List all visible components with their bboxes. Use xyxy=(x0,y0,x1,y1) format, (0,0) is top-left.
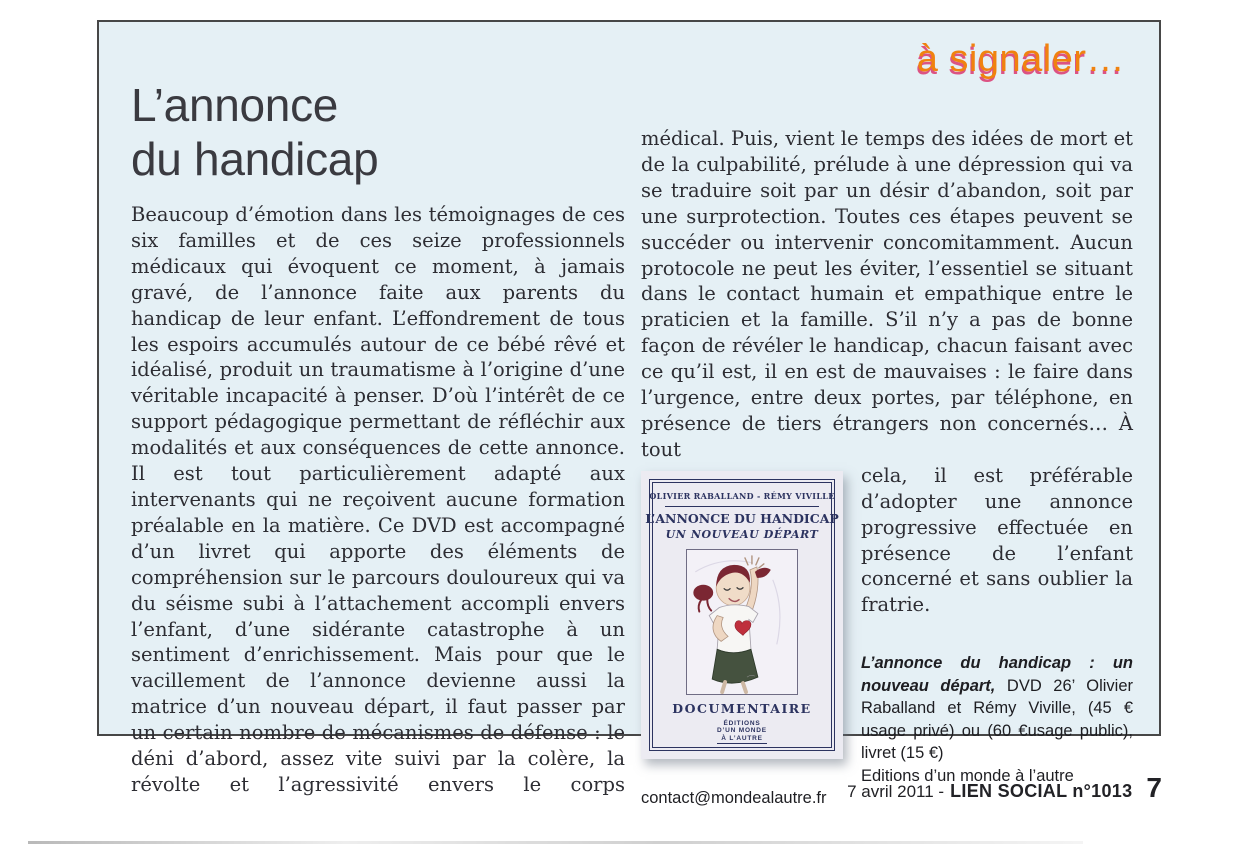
footer-page-number: 7 xyxy=(1146,772,1162,803)
girl-drawing-illustration xyxy=(687,550,797,694)
article-column-left xyxy=(131,202,625,798)
article-title xyxy=(131,78,378,186)
dvd-cover-rule xyxy=(665,506,818,507)
article-title-line1: L’annonce xyxy=(131,79,339,131)
dvd-cover-title: L’ANNONCE DU HANDICAP xyxy=(645,510,839,526)
publisher-logo-line3: À L’AUTRE xyxy=(717,735,767,745)
dvd-caption-contact: contact@mondealautre.fr xyxy=(641,789,827,808)
footer-date: 7 avril 2011 - xyxy=(847,782,945,801)
publisher-logo-line1: ÉDITIONS xyxy=(723,719,761,727)
page-footer xyxy=(847,772,1162,804)
article-paragraph-right: médical. Puis, vient le temps des idées de mort et de la culpabilité, prélude à une dépression qui va se traduire soit par un désir d’abandon, soit par une surprotection. Toutes ces étapes peuvent se succéder ou intervenir concomitamment. Aucun protocole ne peut les éviter, l’essentiel se situant dans le contact humain et empathique entre le praticien et la famille. S’il n’y a pas de bonne façon de révéler le handicap, chacun faisant avec ce qu’il est, il en est de mauvaises : le faire dans l’urgence, entre deux portes, par téléphone, en présence de tiers étrangers non concernés… À tout xyxy=(641,127,1133,461)
article-title-line2: du handicap xyxy=(131,133,379,185)
dvd-caption-title: L’annonce du handicap : un nouveau départ, xyxy=(861,654,1133,695)
dvd-cover-image xyxy=(641,471,843,759)
dvd-caption-details: DVD 26’ Olivier Raballand et Rémy Viville, (45 € usage privé) ou (60 €usage public), livret (15 €) xyxy=(861,676,1133,763)
publisher-logo xyxy=(717,720,767,745)
footer-magazine-issue: LIEN SOCIAL n°1013 xyxy=(950,781,1133,801)
article-paragraph-left: Beaucoup d’émotion dans les témoignages de ces six familles et de ces seize professionnels médicaux qui évoquent ce moment, à jamais gravé, de l’annonce faite aux parents du handicap de leur enfant. L’effondrement de tous les espoirs accumulés autour de ce bébé rêvé et idéalisé, produit un traumatisme à l’origine d’une véritable incapacité à penser. D’où l’intérêt de ce support pédagogique permettant de réfléchir aux modalités et aux conséquences de cette annonce. Il est tout particulièrement adapté aux intervenants qui ne reçoivent aucune formation préalable en la matière. Ce DVD est accompagné d’un livret qui apporte des éléments de compréhension sur le parcours douloureux qui va du séisme subi à l’attachement accompli envers l’enfant, d’une sidérante catastrophe à un sentiment d’enrichissement. Mais pour que le vacillement de l’annonce devienne aussi la matrice d’un nouveau départ, il faut passer par un certain nombre de mécanismes de défense : le déni d’abord, assez vite suivi par la colère, la révolte et l’agressivité envers le corps xyxy=(131,203,625,796)
scan-edge-artifact xyxy=(28,841,1083,844)
dvd-cover-frame xyxy=(645,479,839,751)
publisher-logo-line2: D’UN MONDE xyxy=(717,727,767,735)
dvd-cover-genre: DOCUMENTAIRE xyxy=(672,700,812,716)
article-paragraph-wrap: cela, il est préférable d’adopter une annonce progressive effectuée en présence de l’enfant concerné et sans oublier la fratrie. xyxy=(861,463,1133,617)
article-column-right xyxy=(641,126,1133,810)
dvd-caption-publisher: Editions d’un monde à l’autre xyxy=(861,766,1074,785)
dvd-cover-subtitle: UN NOUVEAU DÉPART xyxy=(665,527,819,541)
section-rubric: à signaler… xyxy=(916,38,1125,80)
dvd-cover-illustration xyxy=(686,549,798,695)
dvd-cover-authors: OLIVIER RABALLAND - RÉMY VIVILLE xyxy=(649,490,835,501)
